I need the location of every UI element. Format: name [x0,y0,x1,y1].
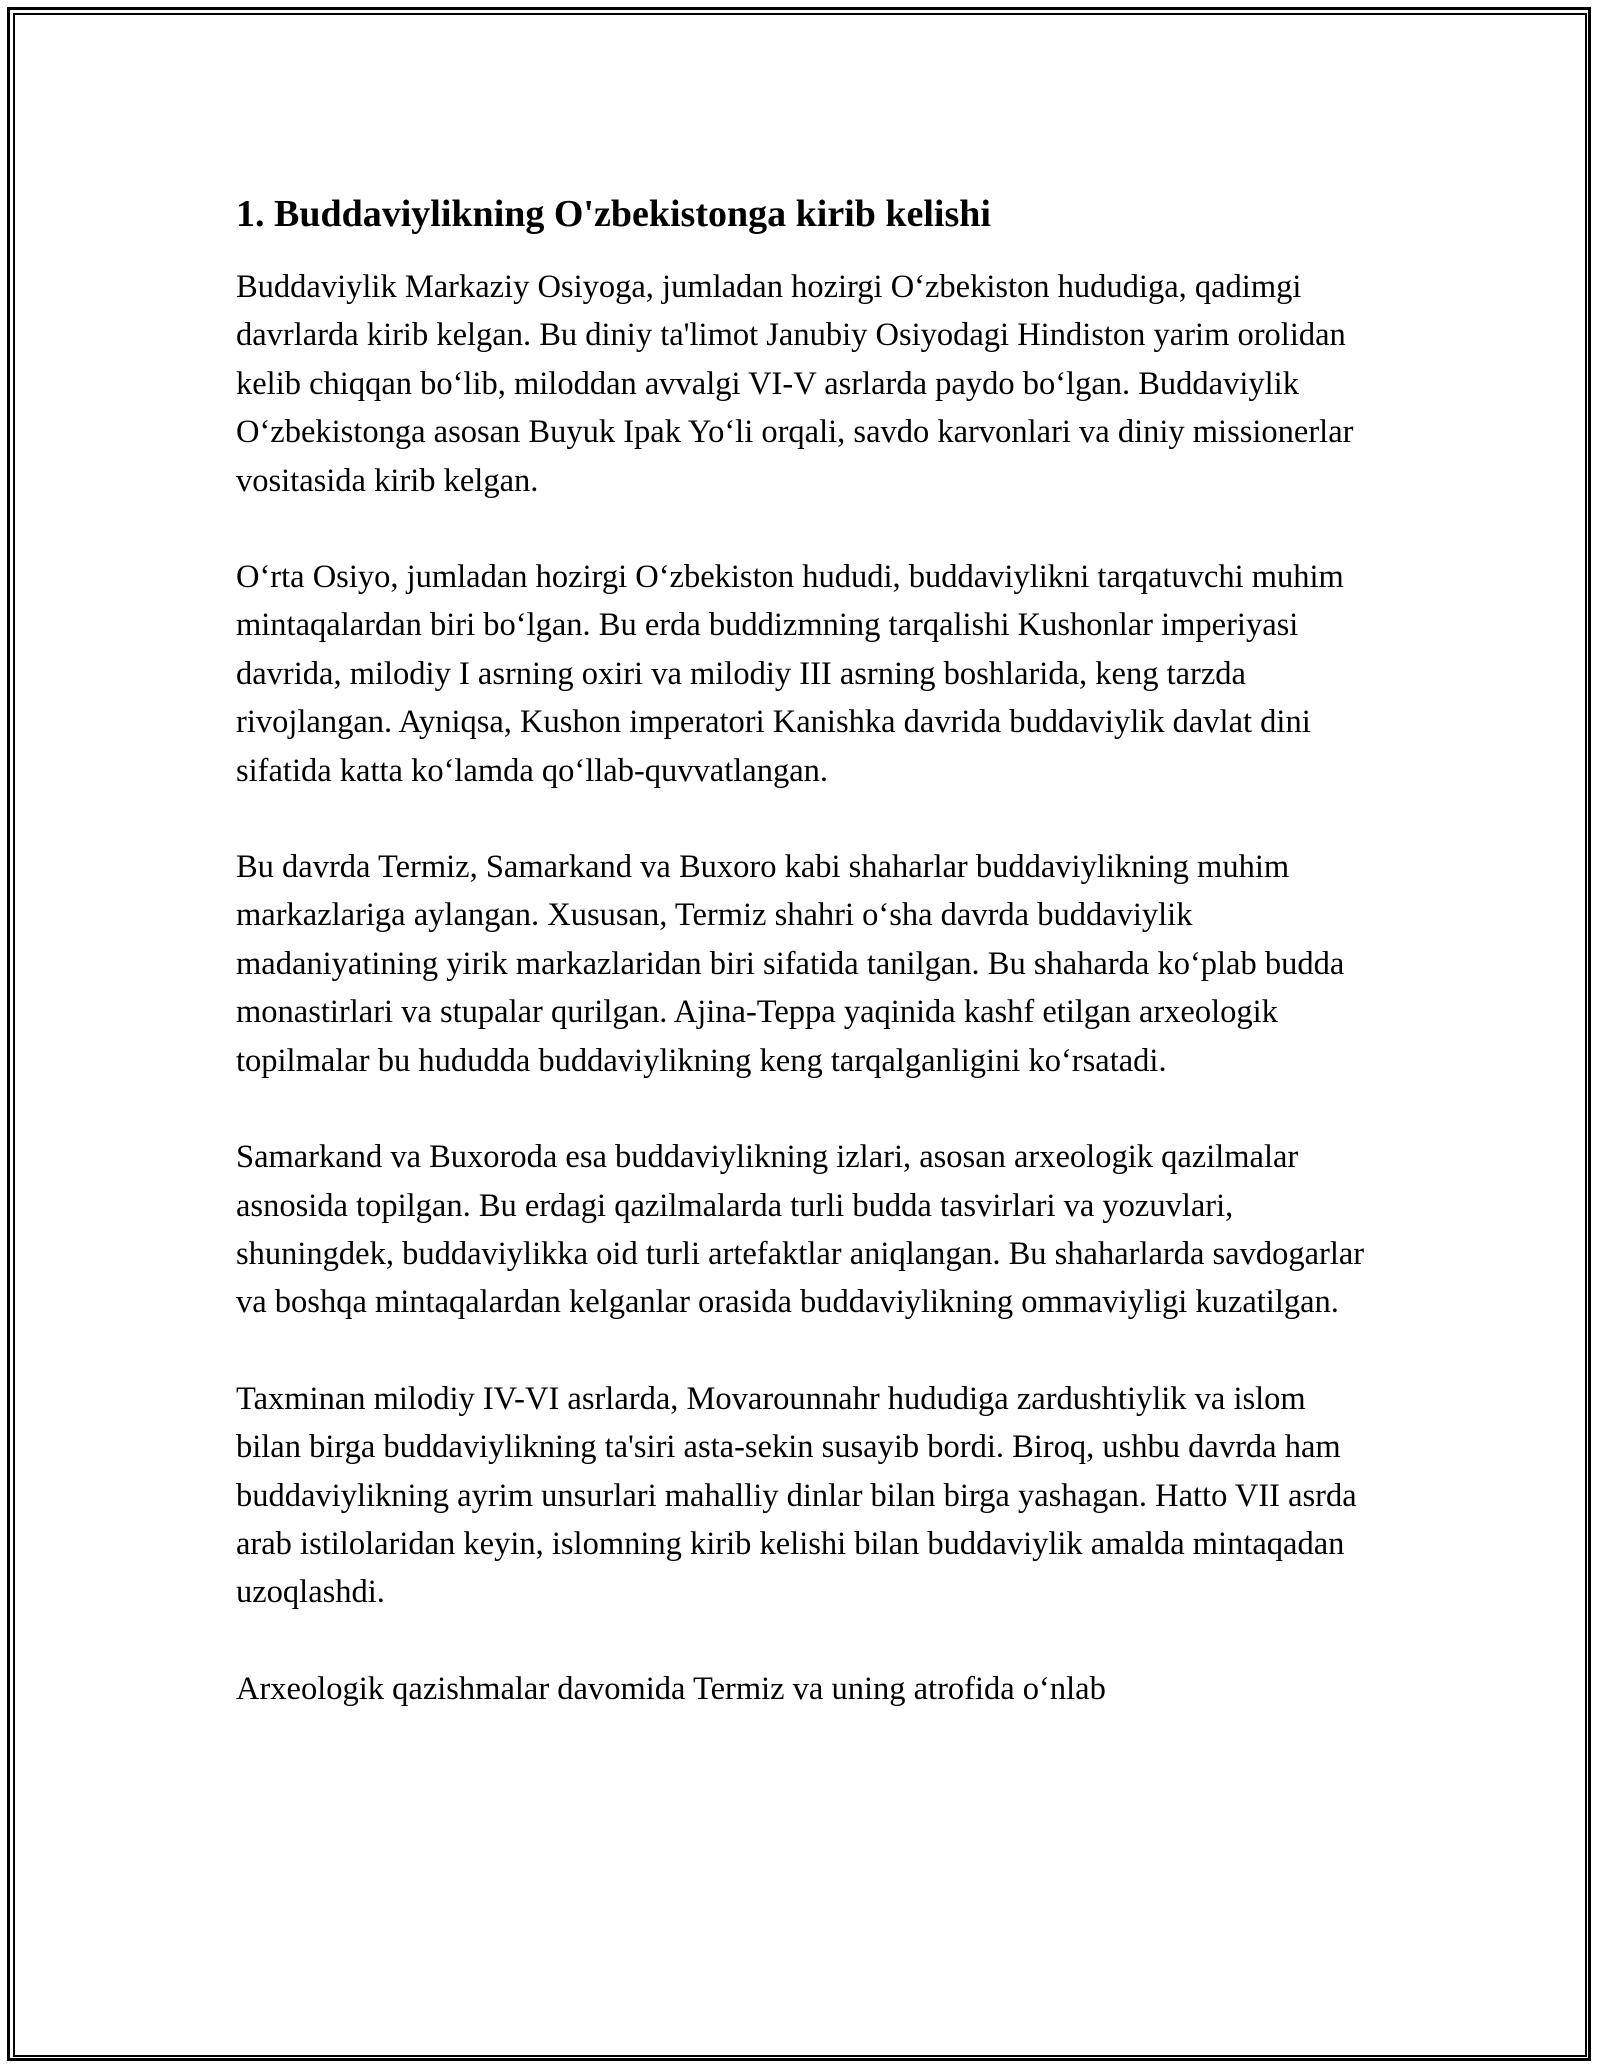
paragraph-5: Taxminan milodiy IV-VI asrlarda, Movarounnahr hududiga zardushtiylik va islom bilan birga buddaviylikning ta'siri asta-sekin susayib bordi. Biroq, ushbu davrda ham buddaviylikning ayrim unsurlari mahalliy dinlar bilan birga yashagan. Hatto VII asrda arab istilolaridan keyin, islomning kirib kelishi bilan buddaviylik amalda mintaqadan uzoqlashdi. [236,1380,1357,1611]
paragraph-2: O‘rta Osiyo, jumladan hozirgi O‘zbekiston hududi, buddaviylikni tarqatuvchi muhim mintaqalardan biri bo‘lgan. Bu erda buddizmning tarqalishi Kushonlar imperiyasi davrida, milodiy I asrning oxiri va milodiy III asrning boshlarida, keng tarzda rivojlangan. Ayniqsa, Kushon imperatori Kanishka davrida buddaviylik davlat dini sifatida katta ko‘lamda qo‘llab-quvvatlangan. [236,559,1344,789]
paragraph-3: Bu davrda Termiz, Samarkand va Buxoro kabi shaharlar buddaviylikning muhim markazlariga aylangan. Xususan, Termiz shahri o‘sha davrda buddaviylik madaniyatining yirik markazlaridan biri sifatida tanilgan. Bu shaharda ko‘plab budda monastirlari va stupalar qurilgan. Ajina-Teppa yaqinida kashf etilgan arxeologik topilmalar bu hududda buddaviylikning keng tarqalganligini ko‘rsatadi. [236,849,1345,1079]
section-heading: 1. Buddaviylikning O'zbekistonga kirib kelishi [236,193,991,235]
paragraph-1: Buddaviylik Markaziy Osiyoga, jumladan hozirgi O‘zbekiston hududiga, qadimgi davrlarda kirib kelgan. Bu diniy ta'limot Janubiy Osiyodagi Hindiston yarim orolidan kelib chiqqan bo‘lib, miloddan avvalgi VI-V asrlarda paydo bo‘lgan. Buddaviylik O‘zbekistonga asosan Buyuk Ipak Yo‘li orqali, savdo karvonlari va diniy missionerlar vositasida kirib kelgan. [236,269,1354,499]
paragraph-4: Samarkand va Buxoroda esa buddaviylikning izlari, asosan arxeologik qazilmalar asnosida topilgan. Bu erdagi qazilmalarda turli budda tasvirlari va yozuvlari, shuningdek, buddaviylikka oid turli artefaktlar aniqlangan. Bu shaharlarda savdogarlar va boshqa mintaqalardan kelganlar orasida buddaviylikning ommaviyligi kuzatilgan. [236,1139,1365,1321]
document-body [236,188,1366,1761]
paragraph-6: Arxeologik qazishmalar davomida Termiz va uning atrofida o‘nlab [236,1670,1106,1707]
